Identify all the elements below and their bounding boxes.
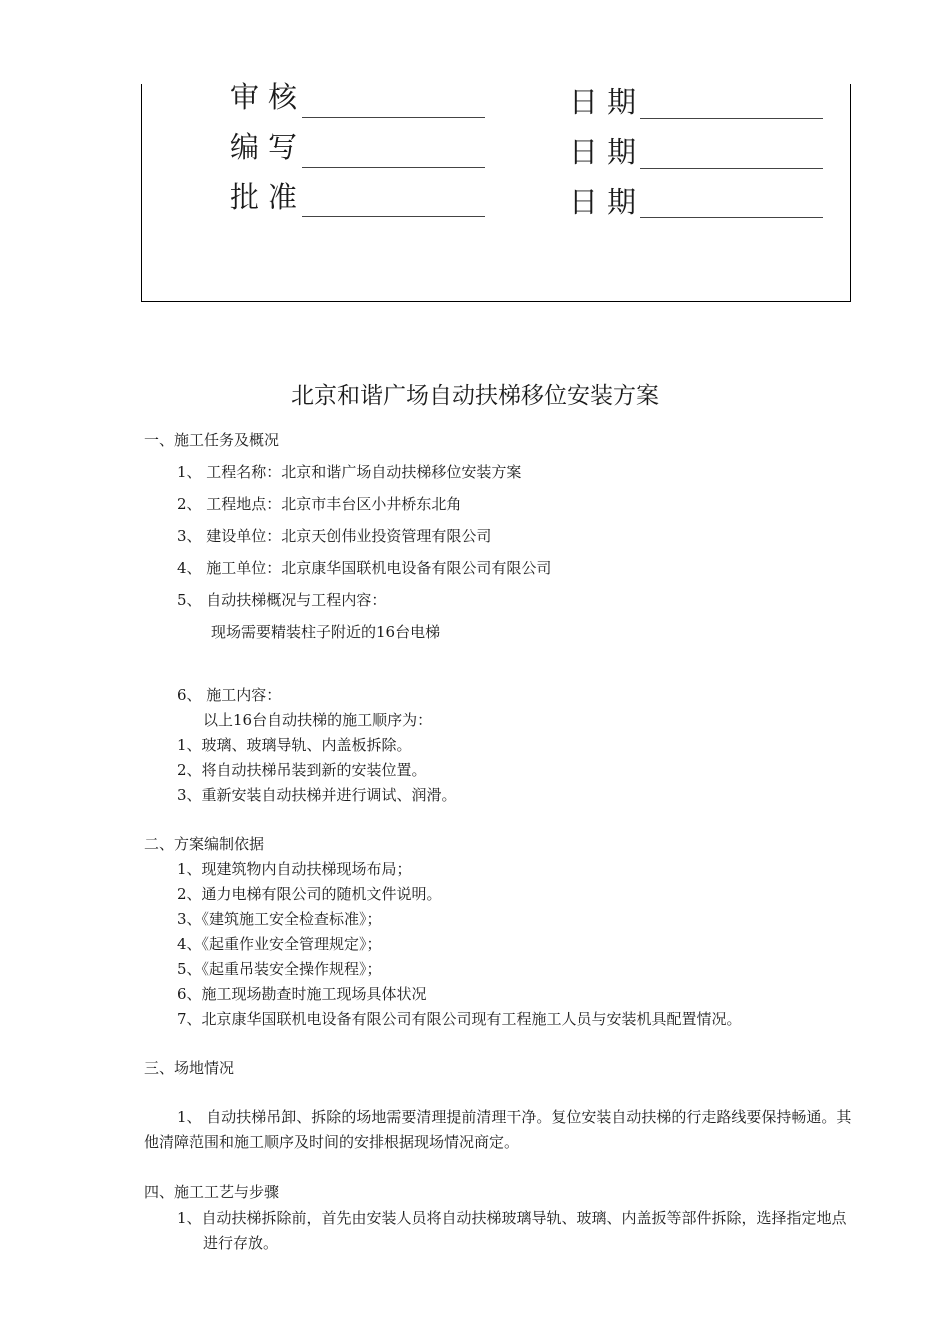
write-label: 编写 (230, 130, 307, 164)
section2-heading: 二、方案编制依据 (144, 835, 265, 853)
write-signature-line (302, 167, 485, 168)
list-item: 3、重新安装自动扶梯并进行调试、润滑。 (177, 786, 457, 804)
section4-heading: 四、施工工艺与步骤 (144, 1183, 280, 1201)
list-item: 以上16台自动扶梯的施工顺序为： (203, 711, 433, 729)
list-item: 6、 施工内容： (177, 686, 282, 704)
write-date-line (640, 168, 823, 169)
approve-signature-line (302, 216, 485, 217)
list-item: 3、《建筑施工安全检查标准》； (177, 910, 382, 928)
list-item: 3、 建设单位：北京天创伟业投资管理有限公司 (177, 527, 492, 545)
list-item: 5、 自动扶梯概况与工程内容： (177, 591, 387, 609)
section1-heading: 一、施工任务及概况 (144, 431, 280, 449)
section3-paragraph: 1、 自动扶梯吊卸、拆除的场地需要清理提前清理干净。复位安装自动扶梯的行走路线要保持畅通。其他清障范围和施工顺序及时间的安排根据现场情况商定。 (144, 1108, 852, 1151)
review-date-line (640, 118, 823, 119)
list-item: 2、 工程地点：北京市丰台区小井桥东北角 (177, 495, 462, 513)
list-item: 7、北京康华国联机电设备有限公司有限公司现有工程施工人员与安装机具配置情况。 (177, 1010, 742, 1028)
review-date-label: 日期 (569, 85, 646, 119)
list-item: 5、《起重吊装安全操作规程》； (177, 960, 382, 978)
list-item: 2、将自动扶梯吊装到新的安装位置。 (177, 761, 427, 779)
list-item: 4、《起重作业安全管理规定》； (177, 935, 382, 953)
list-item: 1、玻璃、玻璃导轨、内盖板拆除。 (177, 736, 412, 754)
review-label: 审核 (230, 80, 307, 114)
list-item: 1、现建筑物内自动扶梯现场布局； (177, 860, 412, 878)
list-item: 2、通力电梯有限公司的随机文件说明。 (177, 885, 442, 903)
document-title: 北京和谐广场自动扶梯移位安装方案 (291, 383, 659, 409)
section4-paragraph: 1、自动扶梯拆除前，首先由安装人员将自动扶梯玻璃导轨、玻璃、内盖扳等部件拆除，选择指定地点进行存放。 (177, 1209, 847, 1252)
review-signature-line (302, 117, 485, 118)
list-item: 1、 工程名称：北京和谐广场自动扶梯移位安装方案 (177, 463, 522, 481)
write-date-label: 日期 (569, 135, 646, 169)
list-item: 4、 施工单位：北京康华国联机电设备有限公司有限公司 (177, 559, 552, 577)
list-item: 现场需要精装柱子附近的16台电梯 (211, 623, 441, 641)
list-item: 6、施工现场勘查时施工现场具体状况 (177, 985, 427, 1003)
section3-heading: 三、场地情况 (144, 1059, 235, 1077)
approve-label: 批准 (230, 180, 307, 214)
approve-date-line (640, 217, 823, 218)
approve-date-label: 日期 (569, 185, 646, 219)
